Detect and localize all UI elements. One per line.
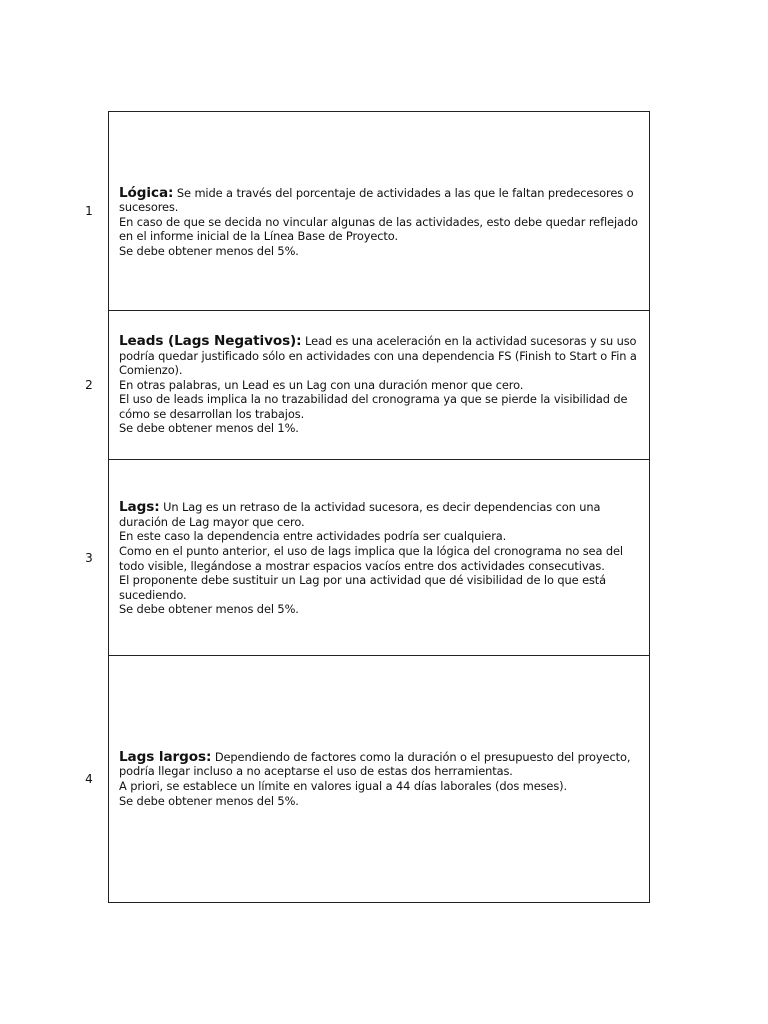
criteria-table — [85, 111, 650, 903]
row-line: El proponente debe sustituir un Lag por una actividad que dé visibilidad de lo que está sucediendo. — [119, 573, 607, 602]
row-line: En caso de que se decida no vincular algunas de las actividades, esto debe quedar reflejado en el informe inicial de la Línea Base de Proyecto. — [119, 214, 638, 244]
row-number: 3 — [85, 550, 93, 565]
row-number: 4 — [85, 772, 93, 786]
row-lead-text: Se mide a través del porcentaje de actividades a las que le faltan predecesores o sucesores. — [119, 185, 634, 215]
table-row — [85, 656, 649, 902]
row-line: Como en el punto anterior, el uso de lags implica que la lógica del cronograma no sea del todo visible, llegándose a mostrar espacios vacíos entre dos actividades consecutivas. — [119, 543, 623, 573]
table-row — [85, 311, 649, 460]
row-line: A priori, se establece un límite en valores igual a 44 días laborales (dos meses). — [119, 779, 568, 793]
row-line: En este caso la dependencia entre actividades podría ser cualquiera. — [119, 529, 507, 544]
row-lead-paragraph — [119, 186, 641, 215]
row-term: Leads (Lags Negativos): — [119, 332, 302, 349]
row-lead-paragraph — [119, 500, 641, 529]
row-lead-text: Dependiendo de factores como la duración o el presupuesto del proyecto, podría llegar incluso a no aceptarse el uso de estas dos herramientas. — [119, 749, 631, 779]
table-row — [85, 112, 649, 311]
row-number: 1 — [85, 204, 93, 218]
row-line: Se debe obtener menos del 5%. — [119, 793, 299, 808]
table-row — [85, 460, 649, 656]
row-lead-text: Lead es una aceleración en la actividad sucesoras y su uso podría quedar justificado sólo en actividades con una dependencia FS (Finish to Start o Fin a Comienzo). — [119, 333, 637, 378]
row-term: Lógica: — [119, 184, 174, 201]
row-content — [109, 498, 649, 617]
row-lead-paragraph — [119, 334, 641, 378]
row-line: Se debe obtener menos del 5%. — [119, 243, 299, 258]
row-term: Lags largos: — [119, 748, 212, 765]
row-line: El uso de leads implica la no trazabilidad del cronograma ya que se pierde la visibilidad de cómo se desarrollan los trabajos. — [119, 392, 628, 421]
row-line: Se debe obtener menos del 5%. — [119, 602, 299, 617]
row-lead-text: Un Lag es un retraso de la actividad sucesora, es decir dependencias con una duración de Lag mayor que cero. — [119, 500, 601, 529]
row-line: Se debe obtener menos del 1%. — [119, 421, 299, 436]
row-content — [109, 334, 649, 436]
row-content — [109, 750, 649, 808]
row-term: Lags: — [119, 499, 160, 516]
row-content — [109, 164, 649, 259]
row-lead-paragraph — [119, 750, 641, 779]
row-line: En otras palabras, un Lead es un Lag con una duración menor que cero. — [119, 377, 524, 392]
row-number: 2 — [85, 378, 93, 392]
